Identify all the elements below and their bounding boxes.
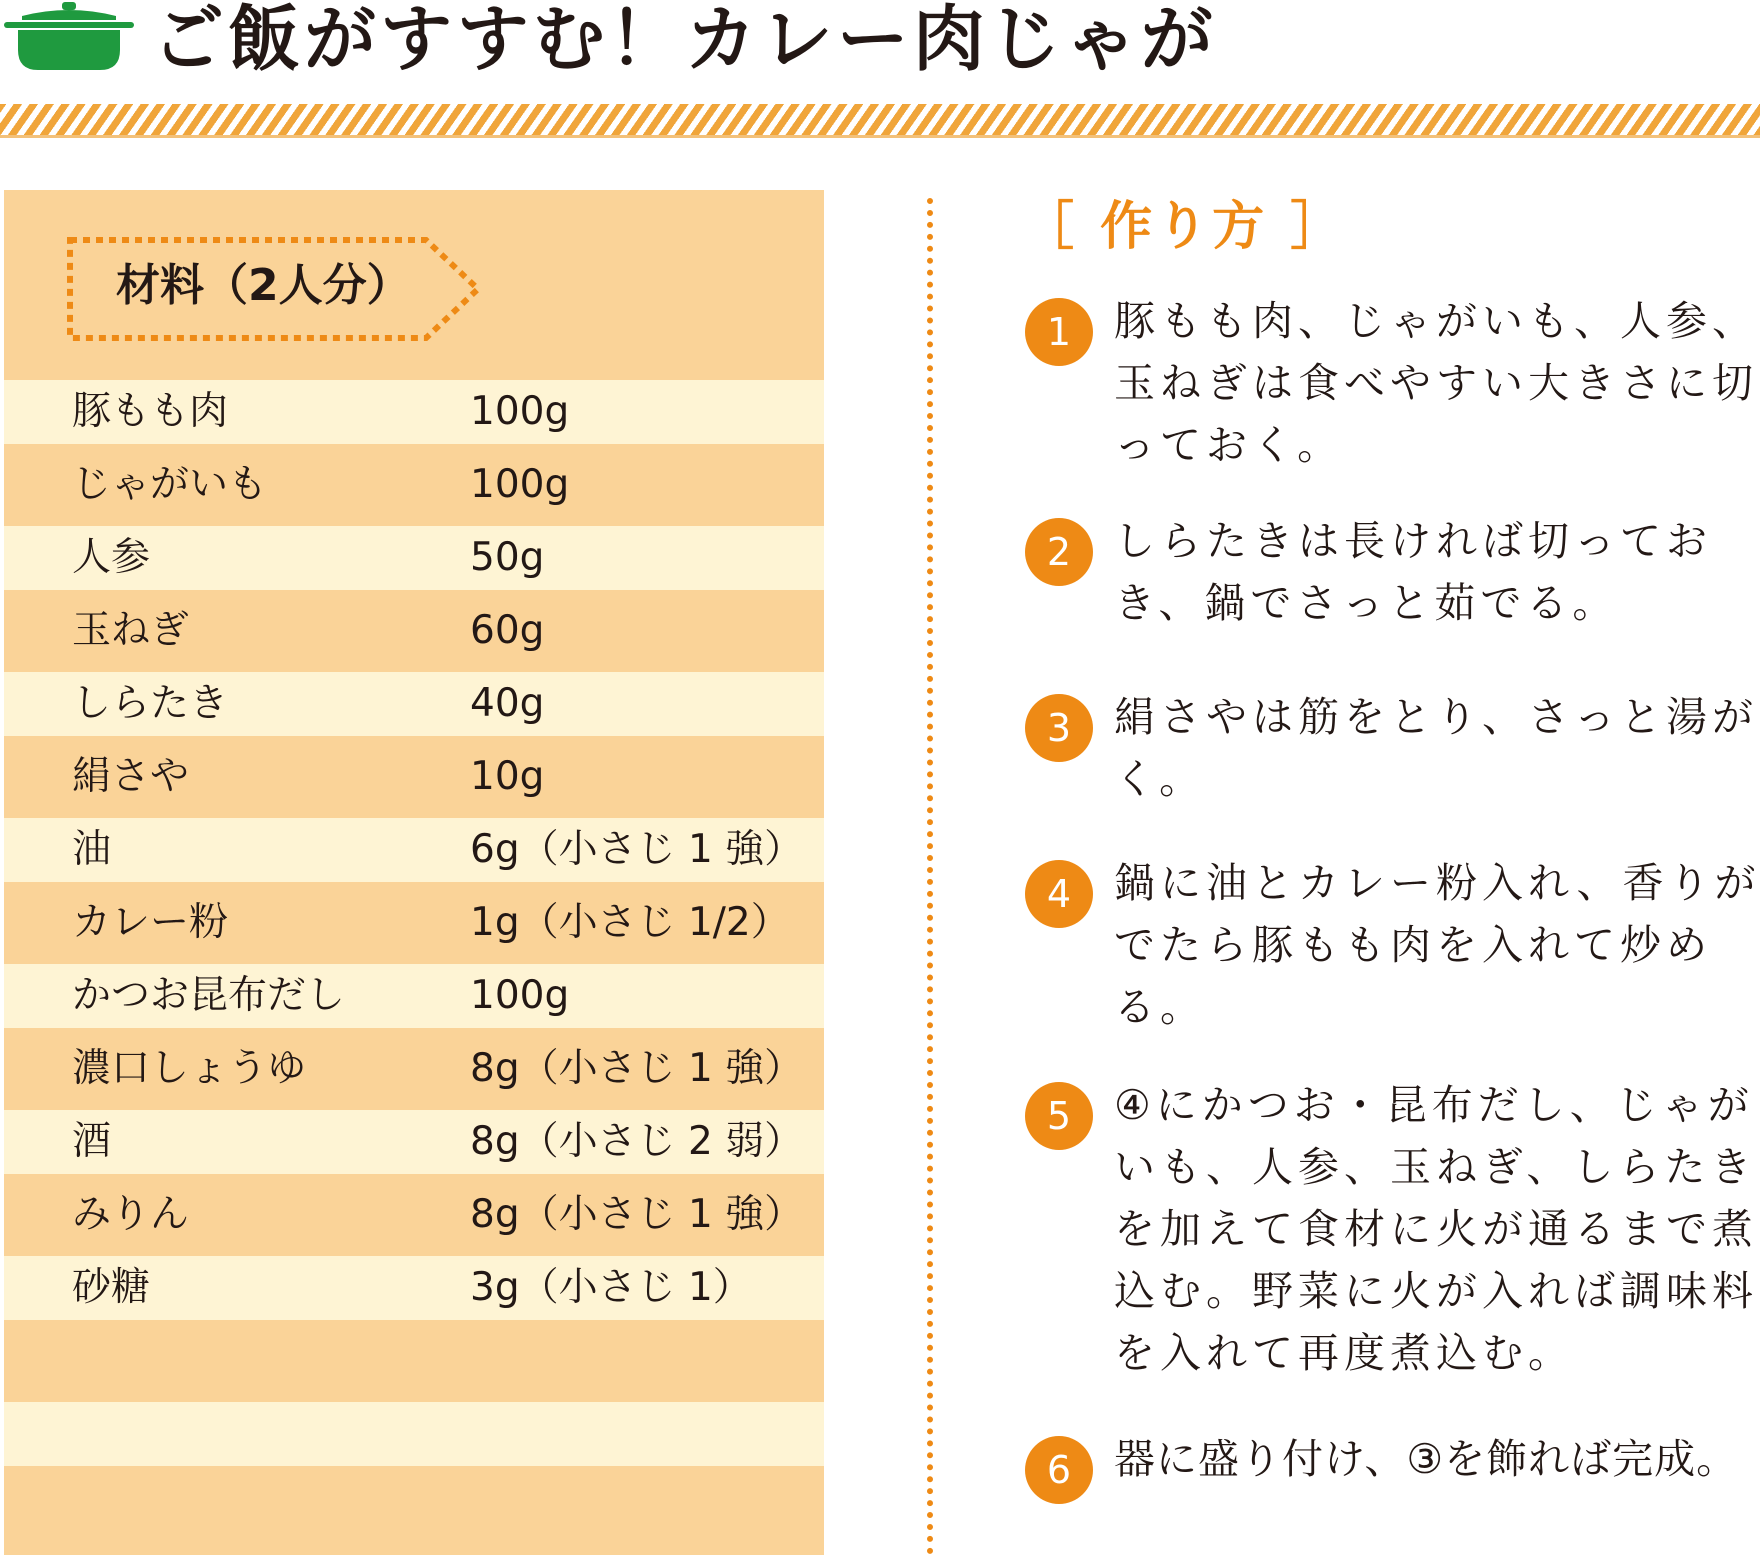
ingredient-name: 濃口しょうゆ [72,1046,307,1091]
step-text: 器に盛り付け、③を飾れば完成。 [1114,1435,1739,1483]
step-number-badge: 4 [1025,860,1093,928]
ingredient-amount: 6g（小さじ 1 強） [470,827,804,872]
ingredient-row [4,1028,824,1110]
ingredient-amount: 100g [470,389,570,434]
ingredient-name: 油 [72,827,112,872]
step-number-badge: 6 [1025,1436,1093,1504]
step-text: 豚もも肉、じゃがいも、人参、玉ねぎは食べやすい大きさに切っておく。 [1114,297,1758,469]
ingredient-amount: 100g [470,973,570,1018]
ingredient-row [4,818,824,882]
ingredient-row [4,1256,824,1320]
ingredient-row [4,736,824,818]
ingredient-name: 玉ねぎ [72,608,190,653]
ingredient-name: しらたき [72,681,229,726]
step-number-badge: 2 [1025,518,1093,586]
page-title: ご飯がすすむ！カレー肉じゃが [152,0,1217,81]
column-divider [927,198,933,1555]
ingredient-row [4,526,824,590]
ingredient-row-empty [4,1320,824,1402]
step-text: 鍋に油とカレー粉入れ、香りがでたら豚もも肉を入れて炒める。 [1114,859,1760,1031]
ingredient-name: 人参 [72,535,151,580]
ingredient-name: カレー粉 [72,900,229,945]
ingredient-row [4,1174,824,1256]
step-text: ④にかつお・昆布だし、じゃがいも、人参、玉ねぎ、しらたきを加えて食材に火が通るまで煮込む。野菜に火が入れば調味料を入れて再度煮込む。 [1114,1081,1758,1377]
ingredient-amount: 100g [470,462,570,507]
ingredients-panel [4,190,824,1555]
ingredient-row-empty [4,1466,824,1555]
ingredient-row [4,380,824,444]
pot-icon [4,0,134,75]
ingredient-amount: 8g（小さじ 2 弱） [470,1119,804,1164]
ingredient-name: 豚もも肉 [72,389,229,434]
ingredient-name: みりん [72,1192,190,1237]
ingredient-row [4,590,824,672]
ingredient-row [4,964,824,1028]
ingredient-name: かつお昆布だし [72,973,346,1018]
ingredient-amount: 8g（小さじ 1 強） [470,1046,804,1091]
method-heading: ［ 作り方 ］ [1022,197,1347,257]
ingredient-amount: 1g（小さじ 1/2） [470,900,790,945]
header-hatch-divider [0,104,1760,138]
ingredients-label: 材料（2人分） [116,260,411,311]
ingredient-row-empty [4,1402,824,1466]
ingredient-name: じゃがいも [72,462,268,507]
ingredient-amount: 60g [470,608,545,653]
step-number-badge: 5 [1025,1082,1093,1150]
ingredient-row [4,882,824,964]
ingredient-name: 砂糖 [72,1265,151,1310]
step-number-badge: 1 [1025,298,1093,366]
ingredient-amount: 40g [470,681,545,726]
ingredient-name: 絹さや [72,754,190,799]
ingredient-amount: 8g（小さじ 1 強） [470,1192,804,1237]
ingredient-amount: 10g [470,754,545,799]
step-text: しらたきは長ければ切っておき、鍋でさっと茹でる。 [1114,517,1712,627]
step-text: 絹さやは筋をとり、さっと湯がく。 [1114,693,1758,803]
ingredient-amount: 3g（小さじ 1） [470,1265,752,1310]
ingredient-row [4,1110,824,1174]
step-number-badge: 3 [1025,694,1093,762]
header-hatch-baseline [0,135,1760,138]
ingredient-row [4,444,824,526]
ingredient-amount: 50g [470,535,545,580]
ingredient-row [4,672,824,736]
ingredient-name: 酒 [72,1119,112,1164]
